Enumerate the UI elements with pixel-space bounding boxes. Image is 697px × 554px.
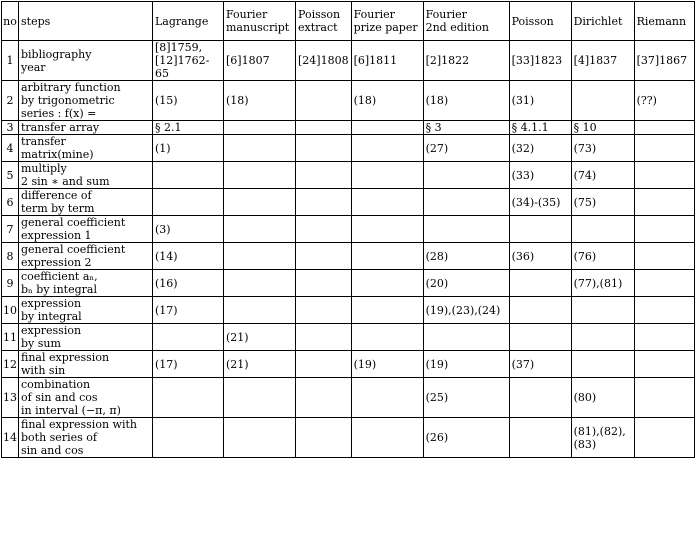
header-fourier-prize-paper: Fourier prize paper	[351, 2, 423, 41]
table-cell	[224, 121, 296, 135]
table-cell	[296, 418, 352, 458]
table-cell	[296, 243, 352, 270]
table-cell	[224, 243, 296, 270]
row-number: 7	[2, 216, 19, 243]
table-cell: (19)	[423, 351, 509, 378]
table-cell	[296, 324, 352, 351]
table-cell	[634, 270, 694, 297]
table-cell	[224, 216, 296, 243]
table-row	[2, 243, 695, 270]
table-row	[2, 81, 695, 121]
table-cell	[351, 243, 423, 270]
table-cell	[296, 121, 352, 135]
table-cell	[224, 135, 296, 162]
row-number: 2	[2, 81, 19, 121]
table-row	[2, 378, 695, 418]
table-cell	[296, 162, 352, 189]
table-cell	[634, 351, 694, 378]
row-number: 12	[2, 351, 19, 378]
table-cell	[509, 297, 571, 324]
table-cell	[571, 297, 634, 324]
header-riemann: Riemann	[634, 2, 694, 41]
table-cell	[634, 162, 694, 189]
table-cell: (31)	[509, 81, 571, 121]
table-cell: (18)	[351, 81, 423, 121]
table-cell: [8]1759, [12]1762-65	[153, 41, 224, 81]
table-cell: (17)	[153, 351, 224, 378]
table-cell	[351, 216, 423, 243]
table-cell: § 2.1	[153, 121, 224, 135]
table-cell	[423, 189, 509, 216]
step-label: general coefficient expression 2	[19, 243, 153, 270]
row-number: 11	[2, 324, 19, 351]
table-cell: [6]1807	[224, 41, 296, 81]
table-cell	[634, 189, 694, 216]
table-row	[2, 297, 695, 324]
table-cell: [6]1811	[351, 41, 423, 81]
table-cell: (37)	[509, 351, 571, 378]
table-cell	[634, 297, 694, 324]
table-cell	[571, 81, 634, 121]
table-row	[2, 121, 695, 135]
step-label: combination of sin and cos in interval (−π, π)	[19, 378, 153, 418]
table-cell	[634, 135, 694, 162]
table-cell	[296, 378, 352, 418]
table-cell: § 4.1.1	[509, 121, 571, 135]
table-cell	[351, 324, 423, 351]
table-row	[2, 418, 695, 458]
table-cell	[153, 162, 224, 189]
paper-page	[1, 1, 695, 458]
table-cell	[351, 135, 423, 162]
table-cell	[509, 418, 571, 458]
table-cell	[224, 162, 296, 189]
table-cell	[296, 216, 352, 243]
table-cell	[224, 189, 296, 216]
table-cell: (80)	[571, 378, 634, 418]
table-cell	[509, 378, 571, 418]
table-cell: (76)	[571, 243, 634, 270]
table-cell	[423, 162, 509, 189]
table-header	[2, 2, 695, 41]
table-cell: [37]1867	[634, 41, 694, 81]
table-cell: (74)	[571, 162, 634, 189]
table-cell: [24]1808	[296, 41, 352, 81]
table-row	[2, 216, 695, 243]
table-cell	[296, 135, 352, 162]
row-number: 13	[2, 378, 19, 418]
table-cell: (17)	[153, 297, 224, 324]
step-label: arbitrary function by trigonometric series : f(x) =	[19, 81, 153, 121]
step-label: transfer matrix(mine)	[19, 135, 153, 162]
table-cell: [4]1837	[571, 41, 634, 81]
table-cell: (34)-(35)	[509, 189, 571, 216]
table-cell	[296, 189, 352, 216]
table-cell: (27)	[423, 135, 509, 162]
table-cell: § 10	[571, 121, 634, 135]
step-label: expression by integral	[19, 297, 153, 324]
table-cell: (75)	[571, 189, 634, 216]
table-row	[2, 270, 695, 297]
table-cell	[296, 297, 352, 324]
table-cell: (21)	[224, 351, 296, 378]
step-label: coefficient aₙ, bₙ by integral	[19, 270, 153, 297]
table-row	[2, 41, 695, 81]
table-cell	[224, 418, 296, 458]
step-label: final expression with both series of sin and cos	[19, 418, 153, 458]
header-steps: steps	[19, 2, 153, 41]
step-label: transfer array	[19, 121, 153, 135]
table-cell: (1)	[153, 135, 224, 162]
table-cell	[296, 351, 352, 378]
table-cell	[224, 297, 296, 324]
table-cell: (??)	[634, 81, 694, 121]
table-cell	[571, 216, 634, 243]
header-no: no	[2, 2, 19, 41]
table-cell	[351, 270, 423, 297]
table-cell: § 3	[423, 121, 509, 135]
comparison-table	[1, 1, 695, 458]
table-cell: [2]1822	[423, 41, 509, 81]
table-cell	[423, 216, 509, 243]
step-label: bibliography year	[19, 41, 153, 81]
table-cell: (36)	[509, 243, 571, 270]
table-cell: (32)	[509, 135, 571, 162]
table-cell: (20)	[423, 270, 509, 297]
table-cell	[224, 270, 296, 297]
table-cell	[296, 270, 352, 297]
table-cell	[296, 81, 352, 121]
table-cell: (3)	[153, 216, 224, 243]
row-number: 8	[2, 243, 19, 270]
row-number: 14	[2, 418, 19, 458]
row-number: 5	[2, 162, 19, 189]
table-cell	[509, 324, 571, 351]
step-label: expression by sum	[19, 324, 153, 351]
row-number: 9	[2, 270, 19, 297]
table-cell: (18)	[224, 81, 296, 121]
table-cell: (25)	[423, 378, 509, 418]
table-cell: (28)	[423, 243, 509, 270]
table-cell	[153, 418, 224, 458]
row-number: 4	[2, 135, 19, 162]
table-cell	[351, 297, 423, 324]
header-fourier-manuscript: Fourier manuscript	[224, 2, 296, 41]
table-cell: (19),(23),(24)	[423, 297, 509, 324]
header-fourier-2nd-edition: Fourier 2nd edition	[423, 2, 509, 41]
table-row	[2, 162, 695, 189]
table-cell: (21)	[224, 324, 296, 351]
table-body	[2, 41, 695, 458]
table-cell	[224, 378, 296, 418]
table-cell	[634, 243, 694, 270]
table-cell	[634, 418, 694, 458]
table-cell	[153, 378, 224, 418]
table-cell: (15)	[153, 81, 224, 121]
table-cell	[351, 378, 423, 418]
table-cell	[509, 216, 571, 243]
table-cell	[634, 378, 694, 418]
table-row	[2, 351, 695, 378]
table-cell	[351, 189, 423, 216]
table-cell: (18)	[423, 81, 509, 121]
table-cell	[351, 121, 423, 135]
table-cell: (73)	[571, 135, 634, 162]
row-number: 10	[2, 297, 19, 324]
table-cell: (16)	[153, 270, 224, 297]
table-cell	[509, 270, 571, 297]
table-cell	[351, 162, 423, 189]
header-poisson: Poisson	[509, 2, 571, 41]
table-row	[2, 189, 695, 216]
step-label: difference of term by term	[19, 189, 153, 216]
table-cell: (81),(82), (83)	[571, 418, 634, 458]
table-row	[2, 324, 695, 351]
table-cell: (14)	[153, 243, 224, 270]
row-number: 6	[2, 189, 19, 216]
table-cell	[634, 216, 694, 243]
table-cell	[634, 121, 694, 135]
row-number: 1	[2, 41, 19, 81]
table-cell	[153, 189, 224, 216]
step-label: final expression with sin	[19, 351, 153, 378]
table-cell	[351, 418, 423, 458]
table-cell: (33)	[509, 162, 571, 189]
table-row	[2, 135, 695, 162]
table-cell	[423, 324, 509, 351]
table-cell	[571, 351, 634, 378]
table-cell: [33]1823	[509, 41, 571, 81]
step-label: general coefficient expression 1	[19, 216, 153, 243]
table-cell: (77),(81)	[571, 270, 634, 297]
row-number: 3	[2, 121, 19, 135]
table-cell	[634, 324, 694, 351]
table-cell	[571, 324, 634, 351]
step-label: multiply 2 sin ∗ and sum	[19, 162, 153, 189]
header-dirichlet: Dirichlet	[571, 2, 634, 41]
header-lagrange: Lagrange	[153, 2, 224, 41]
table-cell: (26)	[423, 418, 509, 458]
table-cell	[153, 324, 224, 351]
table-cell: (19)	[351, 351, 423, 378]
header-poisson-extract: Poisson extract	[296, 2, 352, 41]
